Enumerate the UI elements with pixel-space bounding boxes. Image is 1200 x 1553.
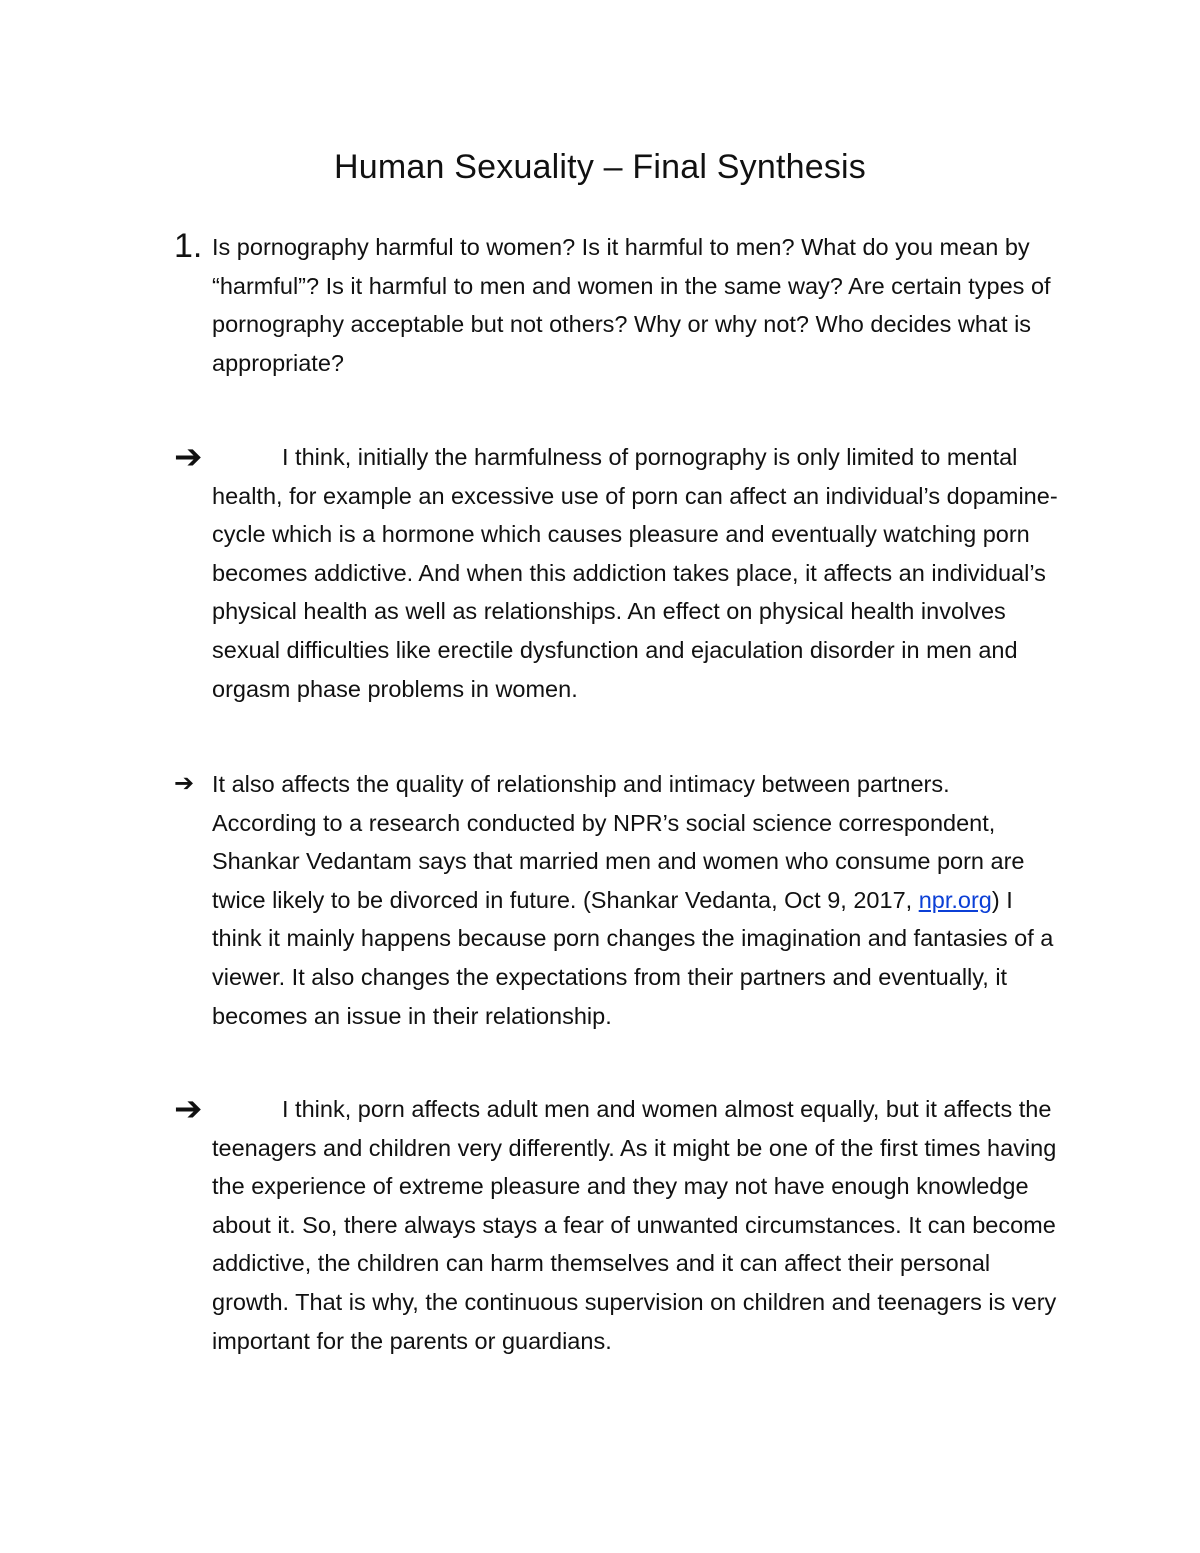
npr-link[interactable]: npr.org	[918, 886, 992, 913]
answer-text-3: I think, porn affects adult men and women almost equally, but it affects the teenagers and children very differently. As it might be one of the first times having the experience of extreme pleasure and they may not have enough knowledge about it. So, there always stays a fear of unwanted circumstances. It can become addictive, the children can harm themselves and it can affect their personal growth. That is why, the continuous supervision on children and teenagers is very important for the parents or guardians.	[212, 1096, 1057, 1354]
arrow-bullet-icon: ➔	[174, 770, 195, 797]
arrow-bullet-icon: ➔	[174, 1090, 203, 1128]
page-title: Human Sexuality – Final Synthesis	[334, 148, 866, 186]
answer-paragraph-3	[212, 1090, 1062, 1360]
arrow-bullet-icon: ➔	[174, 438, 203, 476]
answer-paragraph-1	[212, 438, 1062, 708]
answer-text-2b: ) I think it mainly happens because porn changes the imagination and fantasies of a viewer. It also changes the expectations from their partners and eventually, it becomes an issue in their relationship.	[212, 886, 1054, 1029]
answer-text-1: I think, initially the harmfulness of pornography is only limited to mental health, for example an excessive use of porn can affect an individual’s dopamine-cycle which is a hormone which causes pleasure and eventually watching porn becomes addictive. And when this addiction takes place, it affects an individual’s physical health as well as relationships. An effect on physical health involves sexual difficulties like erectile dysfunction and ejaculation disorder in men and orgasm phase problems in women.	[212, 444, 1058, 702]
question-number: 1.	[174, 227, 203, 265]
answer-text-2a: It also affects the quality of relationship and intimacy between partners. According to a research conducted by NPR’s social science correspondent, Shankar Vedantam says that married men and women who consume porn are twice likely to be divorced in future. (Shankar Vedanta, Oct 9, 2017,	[212, 771, 1025, 913]
question-text: Is pornography harmful to women? Is it harmful to men? What do you mean by “harmful”? Is it harmful to men and women in the same way? Are certain types of pornography acceptable but not others? Why or why not? Who decides what is appropriate?	[212, 234, 1051, 376]
answer-paragraph-2	[212, 765, 1057, 1035]
